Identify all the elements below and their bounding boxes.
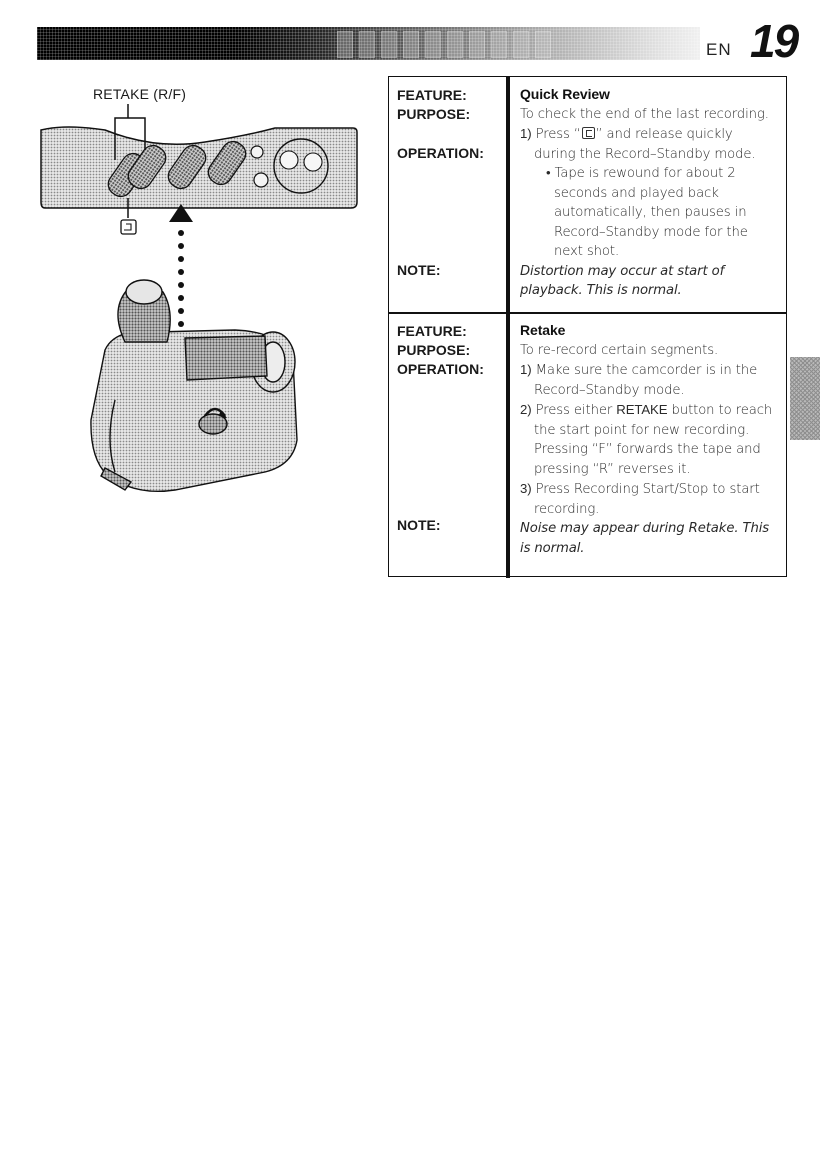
section-content <box>520 321 778 558</box>
feature-title: Retake <box>520 322 566 338</box>
operation-bullet: • Tape is rewound for about 2 seconds and played back automatically, then pauses in Record–Standby mode for the next shot. <box>546 166 748 259</box>
step-number: 1) <box>520 126 532 141</box>
page-language: EN <box>706 40 732 59</box>
operation-step-1 <box>520 124 778 164</box>
feature-title: Quick Review <box>520 86 610 102</box>
quick-review-icon <box>582 127 595 139</box>
dotted-line <box>178 230 184 327</box>
column-divider <box>506 314 510 578</box>
page-number: 19 <box>750 15 798 67</box>
feature-table <box>388 76 787 577</box>
step-number: 3) <box>520 481 532 496</box>
step-text-pre: Press “ <box>535 127 581 142</box>
column-divider <box>506 77 510 312</box>
section-content <box>520 85 778 301</box>
step-number: 2) <box>520 402 532 417</box>
section-quick-review <box>389 77 786 312</box>
feature-label: FEATURE: <box>397 87 467 103</box>
header-pattern <box>337 31 551 56</box>
retake-label: RETAKE (R/F) <box>93 86 187 102</box>
step-text: Make sure the camcorder is in the Record–Standby mode. <box>534 363 758 398</box>
operation-label: OPERATION: <box>397 361 484 377</box>
quick-review-symbol <box>121 220 136 234</box>
step-text: Press Recording Start/Stop to start recording. <box>534 482 760 517</box>
note-label: NOTE: <box>397 262 441 278</box>
section-tab <box>790 357 820 440</box>
note-text: Noise may appear during Retake. This is normal. <box>520 521 770 556</box>
purpose-text: To re-record certain segments. <box>520 342 719 358</box>
purpose-label: PURPOSE: <box>397 106 471 122</box>
note-label: NOTE: <box>397 517 441 533</box>
operation-step-3 <box>520 479 778 519</box>
step-text-pre: Press either <box>535 403 617 418</box>
step-number: 1) <box>520 362 532 377</box>
purpose-text: To check the end of the last recording. <box>520 106 769 122</box>
step-text-post: ” and release quickly during the Record–Standby mode. <box>534 127 756 162</box>
retake-emphasis: RETAKE <box>616 402 668 417</box>
operation-label: OPERATION: <box>397 145 484 161</box>
section-retake <box>389 312 786 578</box>
feature-label: FEATURE: <box>397 323 467 339</box>
camcorder-illustration <box>35 80 370 500</box>
header-bar <box>37 27 700 60</box>
note-text: Distortion may occur at start of playback. This is normal. <box>520 263 725 298</box>
operation-step-1 <box>520 360 778 400</box>
purpose-label: PURPOSE: <box>397 342 471 358</box>
camcorder-drawing <box>35 80 370 500</box>
operation-step-2 <box>520 400 778 479</box>
camcorder-body <box>91 280 297 491</box>
step-text-post: button to reach the start point for new recording. Pressing “F” forwards the tape and pressing “R” reverses it. <box>534 403 773 477</box>
